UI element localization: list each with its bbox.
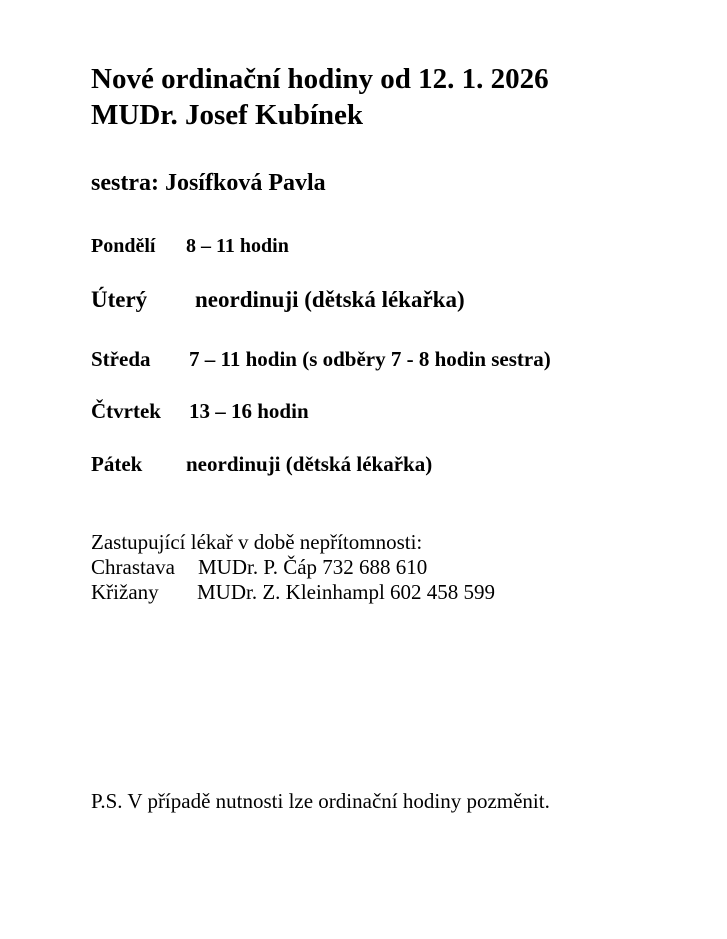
page-title-date: Nové ordinační hodiny od 12. 1. 2026	[91, 63, 549, 95]
day-hours: 7 – 11 hodin (s odběry 7 - 8 hodin sestra)	[189, 347, 551, 371]
substitute-doctor: MUDr. Z. Kleinhampl 602 458 599	[197, 580, 496, 604]
day-label: Čtvrtek	[91, 399, 161, 423]
substitute-doctor: MUDr. P. Čáp 732 688 610	[198, 555, 428, 579]
day-hours: 13 – 16 hodin	[189, 399, 309, 423]
day-hours: neordinuji (dětská lékařka)	[186, 452, 433, 476]
day-label: Úterý	[91, 287, 148, 312]
day-hours: neordinuji (dětská lékařka)	[195, 287, 465, 312]
day-label: Pondělí	[91, 235, 156, 257]
day-label: Středa	[91, 347, 151, 371]
day-hours: 8 – 11 hodin	[186, 235, 289, 257]
page-title-doctor: MUDr. Josef Kubínek	[91, 99, 364, 131]
substitutes-heading: Zastupující lékař v době nepřítomnosti:	[91, 530, 423, 554]
substitute-place: Křižany	[91, 580, 159, 604]
postscript: P.S. V případě nutnosti lze ordinační hodiny pozměnit.	[91, 789, 550, 813]
nurse-name: sestra: Josífková Pavla	[91, 170, 326, 196]
day-label: Pátek	[91, 452, 143, 476]
substitute-place: Chrastava	[91, 555, 175, 579]
